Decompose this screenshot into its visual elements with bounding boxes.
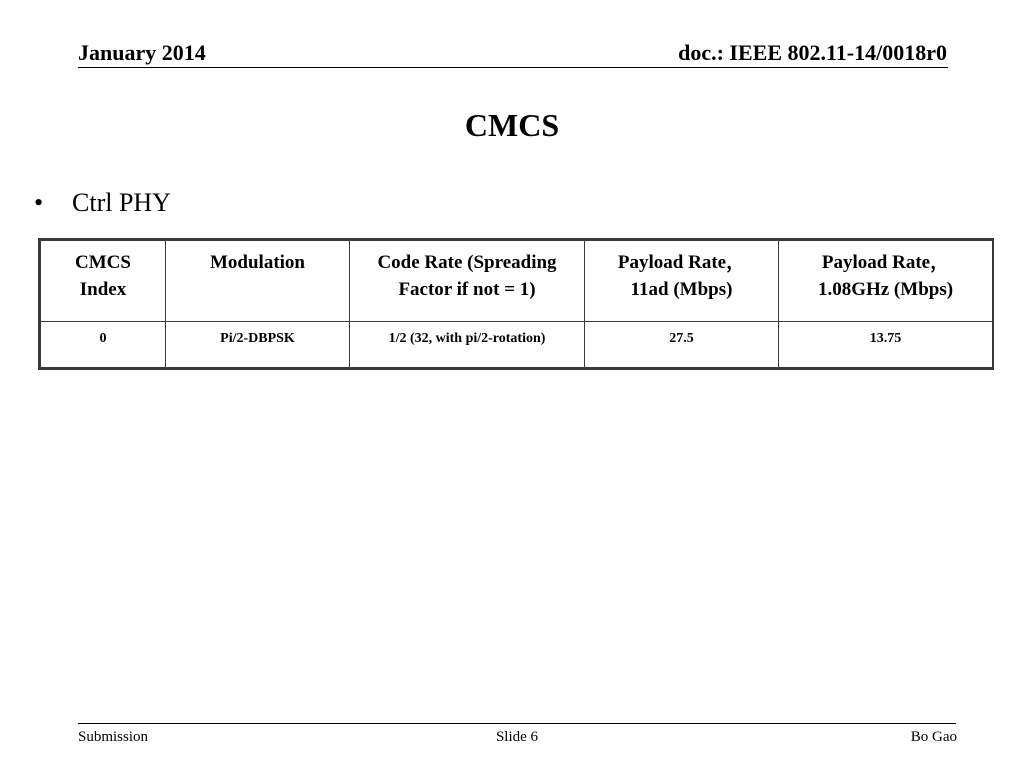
footer-author: Bo Gao [910, 729, 957, 745]
header-payload-rate-11ad: Payload Rate， 11ad (Mbps) [585, 241, 779, 322]
header-payload-rate-1-08ghz: Payload Rate， 1.08GHz (Mbps) [779, 241, 993, 322]
bullet-item [34, 187, 171, 219]
bullet-icon: • [34, 188, 44, 217]
footer-divider [78, 723, 956, 724]
header-document-id: doc.: IEEE 802.11-14/0018r0 [678, 40, 947, 65]
slide-title: CMCS [464, 107, 560, 143]
cell-payload-rate-11ad: 27.5 [585, 322, 779, 368]
bullet-text: Ctrl PHY [72, 188, 171, 217]
cell-cmcs-index: 0 [41, 322, 166, 368]
table-header-row [41, 241, 993, 322]
cell-code-rate: 1/2 (32, with pi/2-rotation) [350, 322, 585, 368]
header-cmcs-index: CMCS Index [41, 241, 166, 322]
header-divider [78, 67, 948, 68]
header-date: January 2014 [78, 40, 206, 65]
cell-payload-rate-1-08ghz: 13.75 [779, 322, 993, 368]
footer-submission: Submission [78, 729, 149, 745]
cmcs-table [38, 238, 994, 370]
header-modulation: Modulation [166, 241, 350, 322]
header-code-rate: Code Rate (Spreading Factor if not = 1) [350, 241, 585, 322]
table-row [41, 322, 993, 368]
cell-modulation: Pi/2-DBPSK [166, 322, 350, 368]
footer-slide-number: Slide 6 [495, 729, 539, 745]
